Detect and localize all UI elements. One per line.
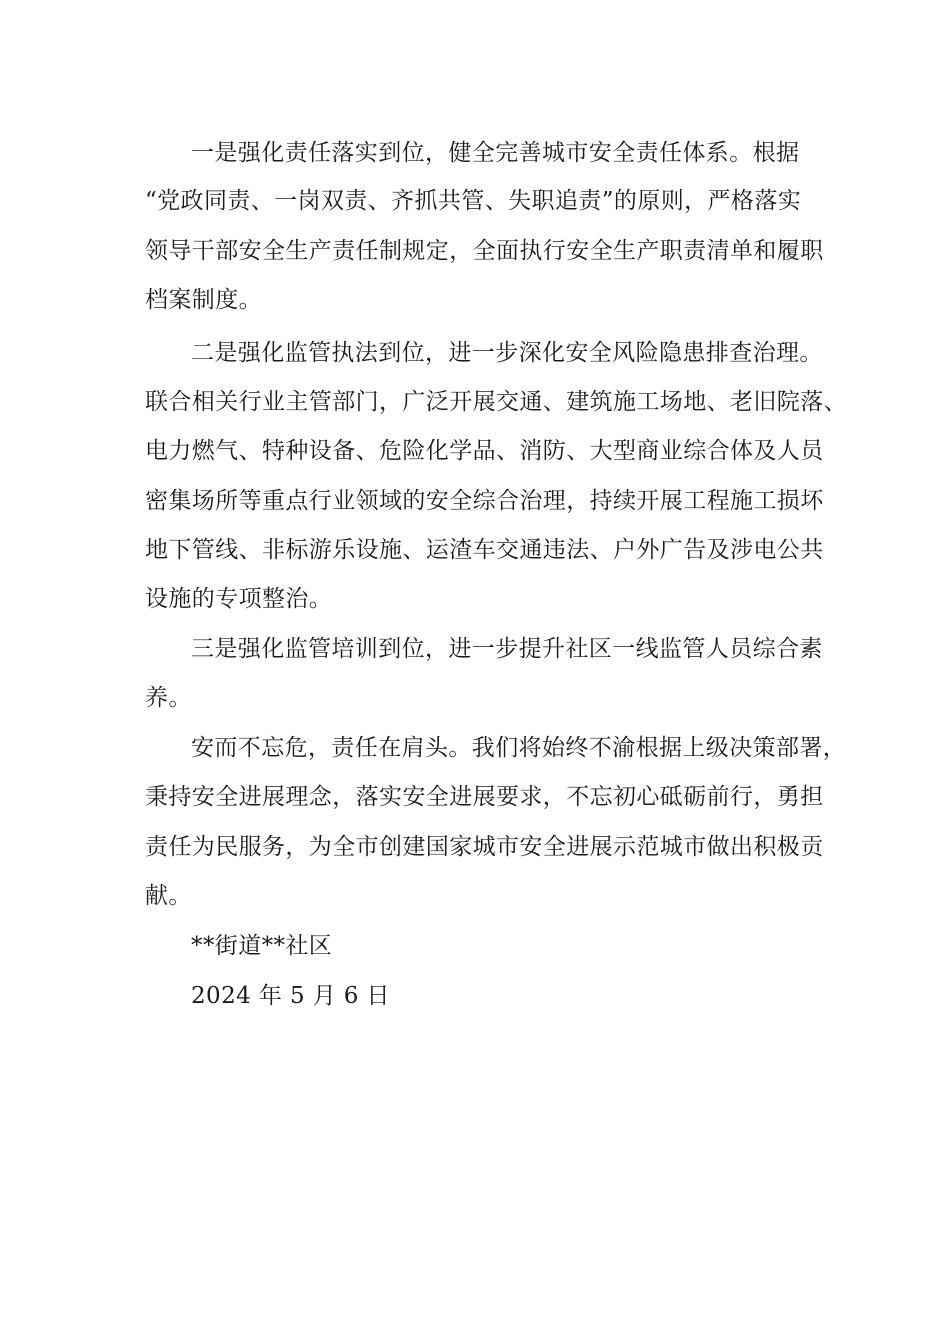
paragraph-2-line-4: 密集场所等重点行业领域的安全综合治理，持续开展工程施工损坏 (145, 488, 824, 514)
paragraph-4-line-2: 秉持安全进展理念，落实安全进展要求，不忘初心砥砺前行，勇担 (145, 784, 824, 810)
paragraph-2-line-2: 联合相关行业主管部门，广泛开展交通、建筑施工场地、老旧院落、 (145, 389, 847, 415)
paragraph-2-line-6: 设施的专项整治。 (145, 586, 333, 612)
paragraph-3-line-2: 养。 (145, 685, 192, 711)
paragraph-2-line-3: 电力燃气、特种设备、危险化学品、消防、大型商业综合体及人员 (145, 438, 824, 464)
paragraph-2-line-5: 地下管线、非标游乐设施、运渣车交通违法、户外广告及涉电公共 (145, 537, 824, 563)
paragraph-4-line-3: 责任为民服务，为全市创建国家城市安全进展示范城市做出积极贡 (145, 834, 824, 860)
paragraph-1-line-3: 领导干部安全生产责任制规定，全面执行安全生产职责清单和履职 (145, 238, 824, 264)
paragraph-2-line-1: 二是强化监管执法到位，进一步深化安全风险隐患排查治理。 (191, 340, 823, 366)
paragraph-1-line-1: 一是强化责任落实到位，健全完善城市安全责任体系。根据 (191, 140, 800, 166)
signature-date: 2024 年 5 月 6 日 (191, 983, 390, 1009)
paragraph-3-line-1: 三是强化监管培训到位，进一步提升社区一线监管人员综合素 (191, 636, 823, 662)
signature-organization: **街道**社区 (191, 933, 333, 959)
paragraph-4-line-4: 献。 (145, 883, 192, 909)
paragraph-1-line-2: “党政同责、一岗双责、齐抓共管、失职追责”的原则，严格落实 (145, 188, 802, 214)
paragraph-1-line-4: 档案制度。 (145, 287, 262, 313)
paragraph-4-line-1: 安而不忘危，责任在肩头。我们将始终不渝根据上级决策部署， (191, 735, 847, 761)
